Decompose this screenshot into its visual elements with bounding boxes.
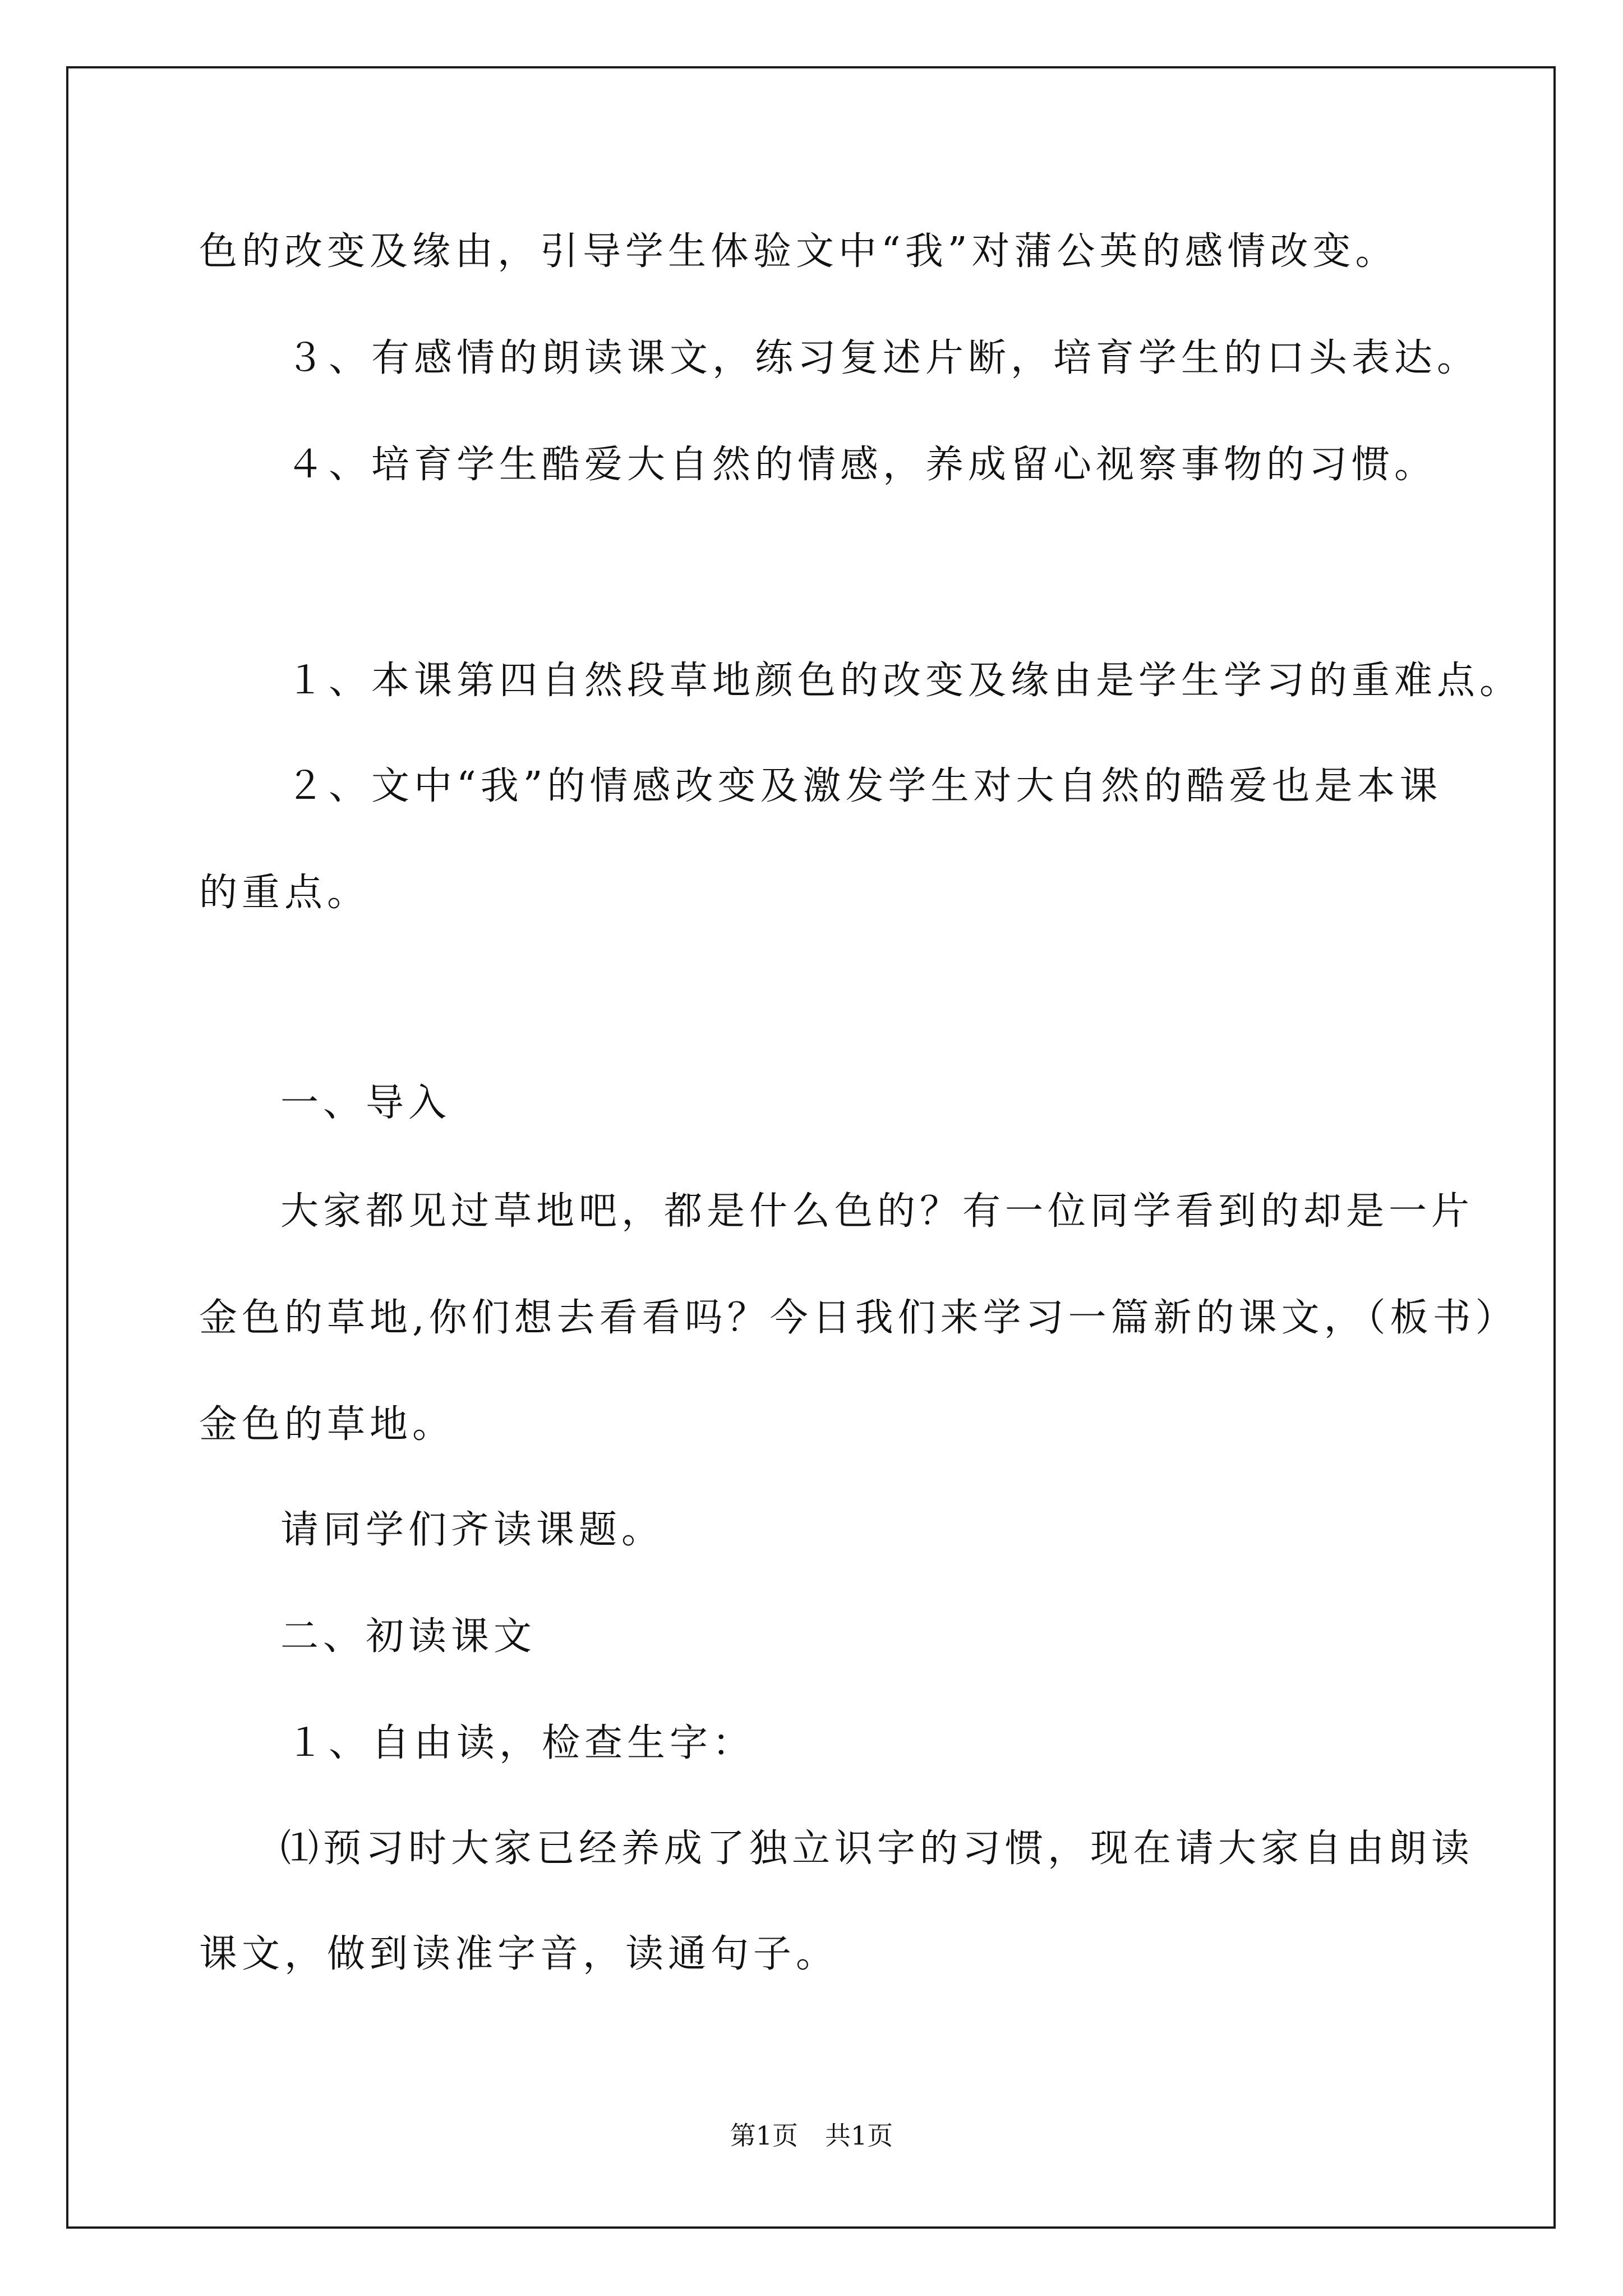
page-border — [66, 66, 1556, 2229]
page-footer — [0, 2120, 1623, 2151]
text-line: 课文，做到读准字音，读通句子。 — [199, 1932, 839, 1976]
text-line: ２、文中“我”的情感改变及激发学生对大自然的酷爱也是本课 — [286, 764, 1442, 808]
text-line: 大家都见过草地吧，都是什么色的？有一位同学看到的却是一片 — [280, 1189, 1474, 1234]
text-line: １、自由读，检查生字： — [286, 1721, 755, 1765]
page-number: 第1页 — [730, 2120, 798, 2151]
text-line: 色的改变及缘由，引导学生体验文中“我”对蒲公英的感情改变。 — [199, 229, 1398, 274]
text-line: 金色的草地。 — [199, 1402, 455, 1447]
text-line: 的重点。 — [199, 871, 370, 915]
text-line: 请同学们齐读课题。 — [280, 1508, 665, 1552]
text-line: 金色的草地,你们想去看看吗？今日我们来学习一篇新的课文，（板书） — [199, 1296, 1518, 1340]
text-line: ⑴预习时大家已经养成了独立识字的习惯，现在请大家自由朗读 — [280, 1826, 1474, 1871]
section-heading: 二、初读课文 — [280, 1614, 537, 1659]
section-heading: 一、导入 — [280, 1081, 451, 1125]
text-line: ３、有感情的朗读课文，练习复述片断，培育学生的口头表达。 — [286, 336, 1480, 380]
text-line: ４、培育学生酷爱大自然的情感，养成留心视察事物的习惯。 — [286, 443, 1437, 487]
text-line: １、本课第四自然段草地颜色的改变及缘由是学生学习的重难点。 — [286, 659, 1523, 703]
page-total: 共1页 — [825, 2120, 893, 2151]
